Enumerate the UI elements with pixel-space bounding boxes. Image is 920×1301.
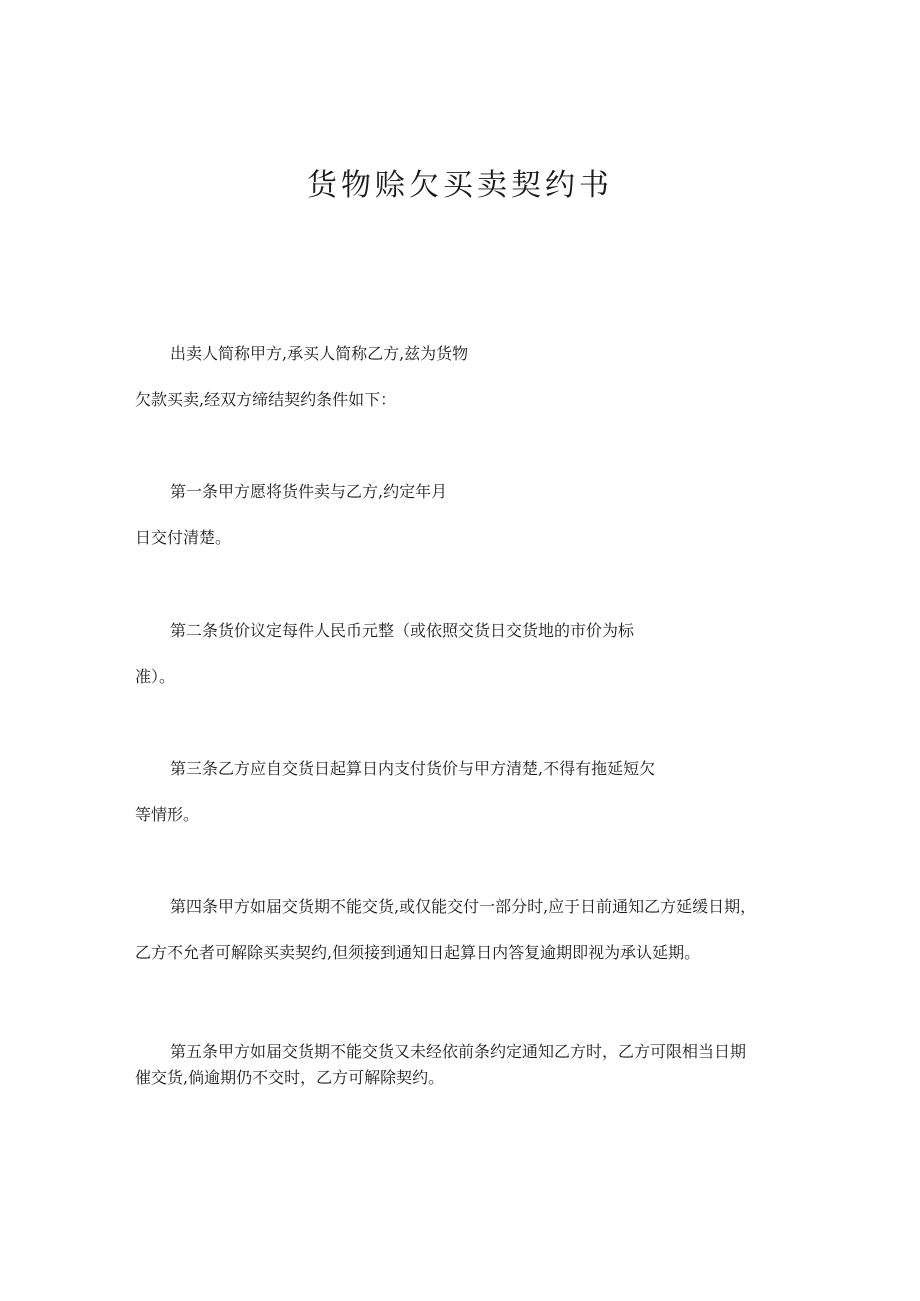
article-1-line-1: 第一条甲方愿将货件卖与乙方,约定年月	[170, 482, 448, 501]
article-4-line-2: 乙方不允者可解除买卖契约,但须接到通知日起算日内答复逾期即视为承认延期。	[135, 943, 701, 962]
document-title: 货物赊欠买卖契约书	[307, 168, 613, 203]
article-5-line-2: 催交货,倘逾期仍不交时，乙方可解除契约。	[135, 1068, 445, 1087]
article-2-line-2: 准）。	[135, 667, 176, 686]
article-4-line-1: 第四条甲方如届交货期不能交货,或仅能交付一部分时,应于日前通知乙方延缓日期，	[170, 897, 757, 916]
intro-line-2: 欠款买卖,经双方缔结契约条件如下：	[135, 390, 397, 409]
article-1-line-2: 日交付清楚。	[135, 528, 232, 547]
article-5-line-1: 第五条甲方如届交货期不能交货又未经依前条约定通知乙方时，乙方可限相当日期	[170, 1042, 747, 1061]
article-3-line-2: 等情形。	[135, 805, 200, 824]
article-2-line-1: 第二条货价议定每件人民币元整（或依照交货日交货地的市价为标	[170, 621, 635, 640]
intro-line-1: 出卖人简称甲方,承买人简称乙方,兹为货物	[170, 344, 469, 363]
article-3-line-1: 第三条乙方应自交货日起算日内支付货价与甲方清楚,不得有拖延短欠	[170, 759, 656, 778]
